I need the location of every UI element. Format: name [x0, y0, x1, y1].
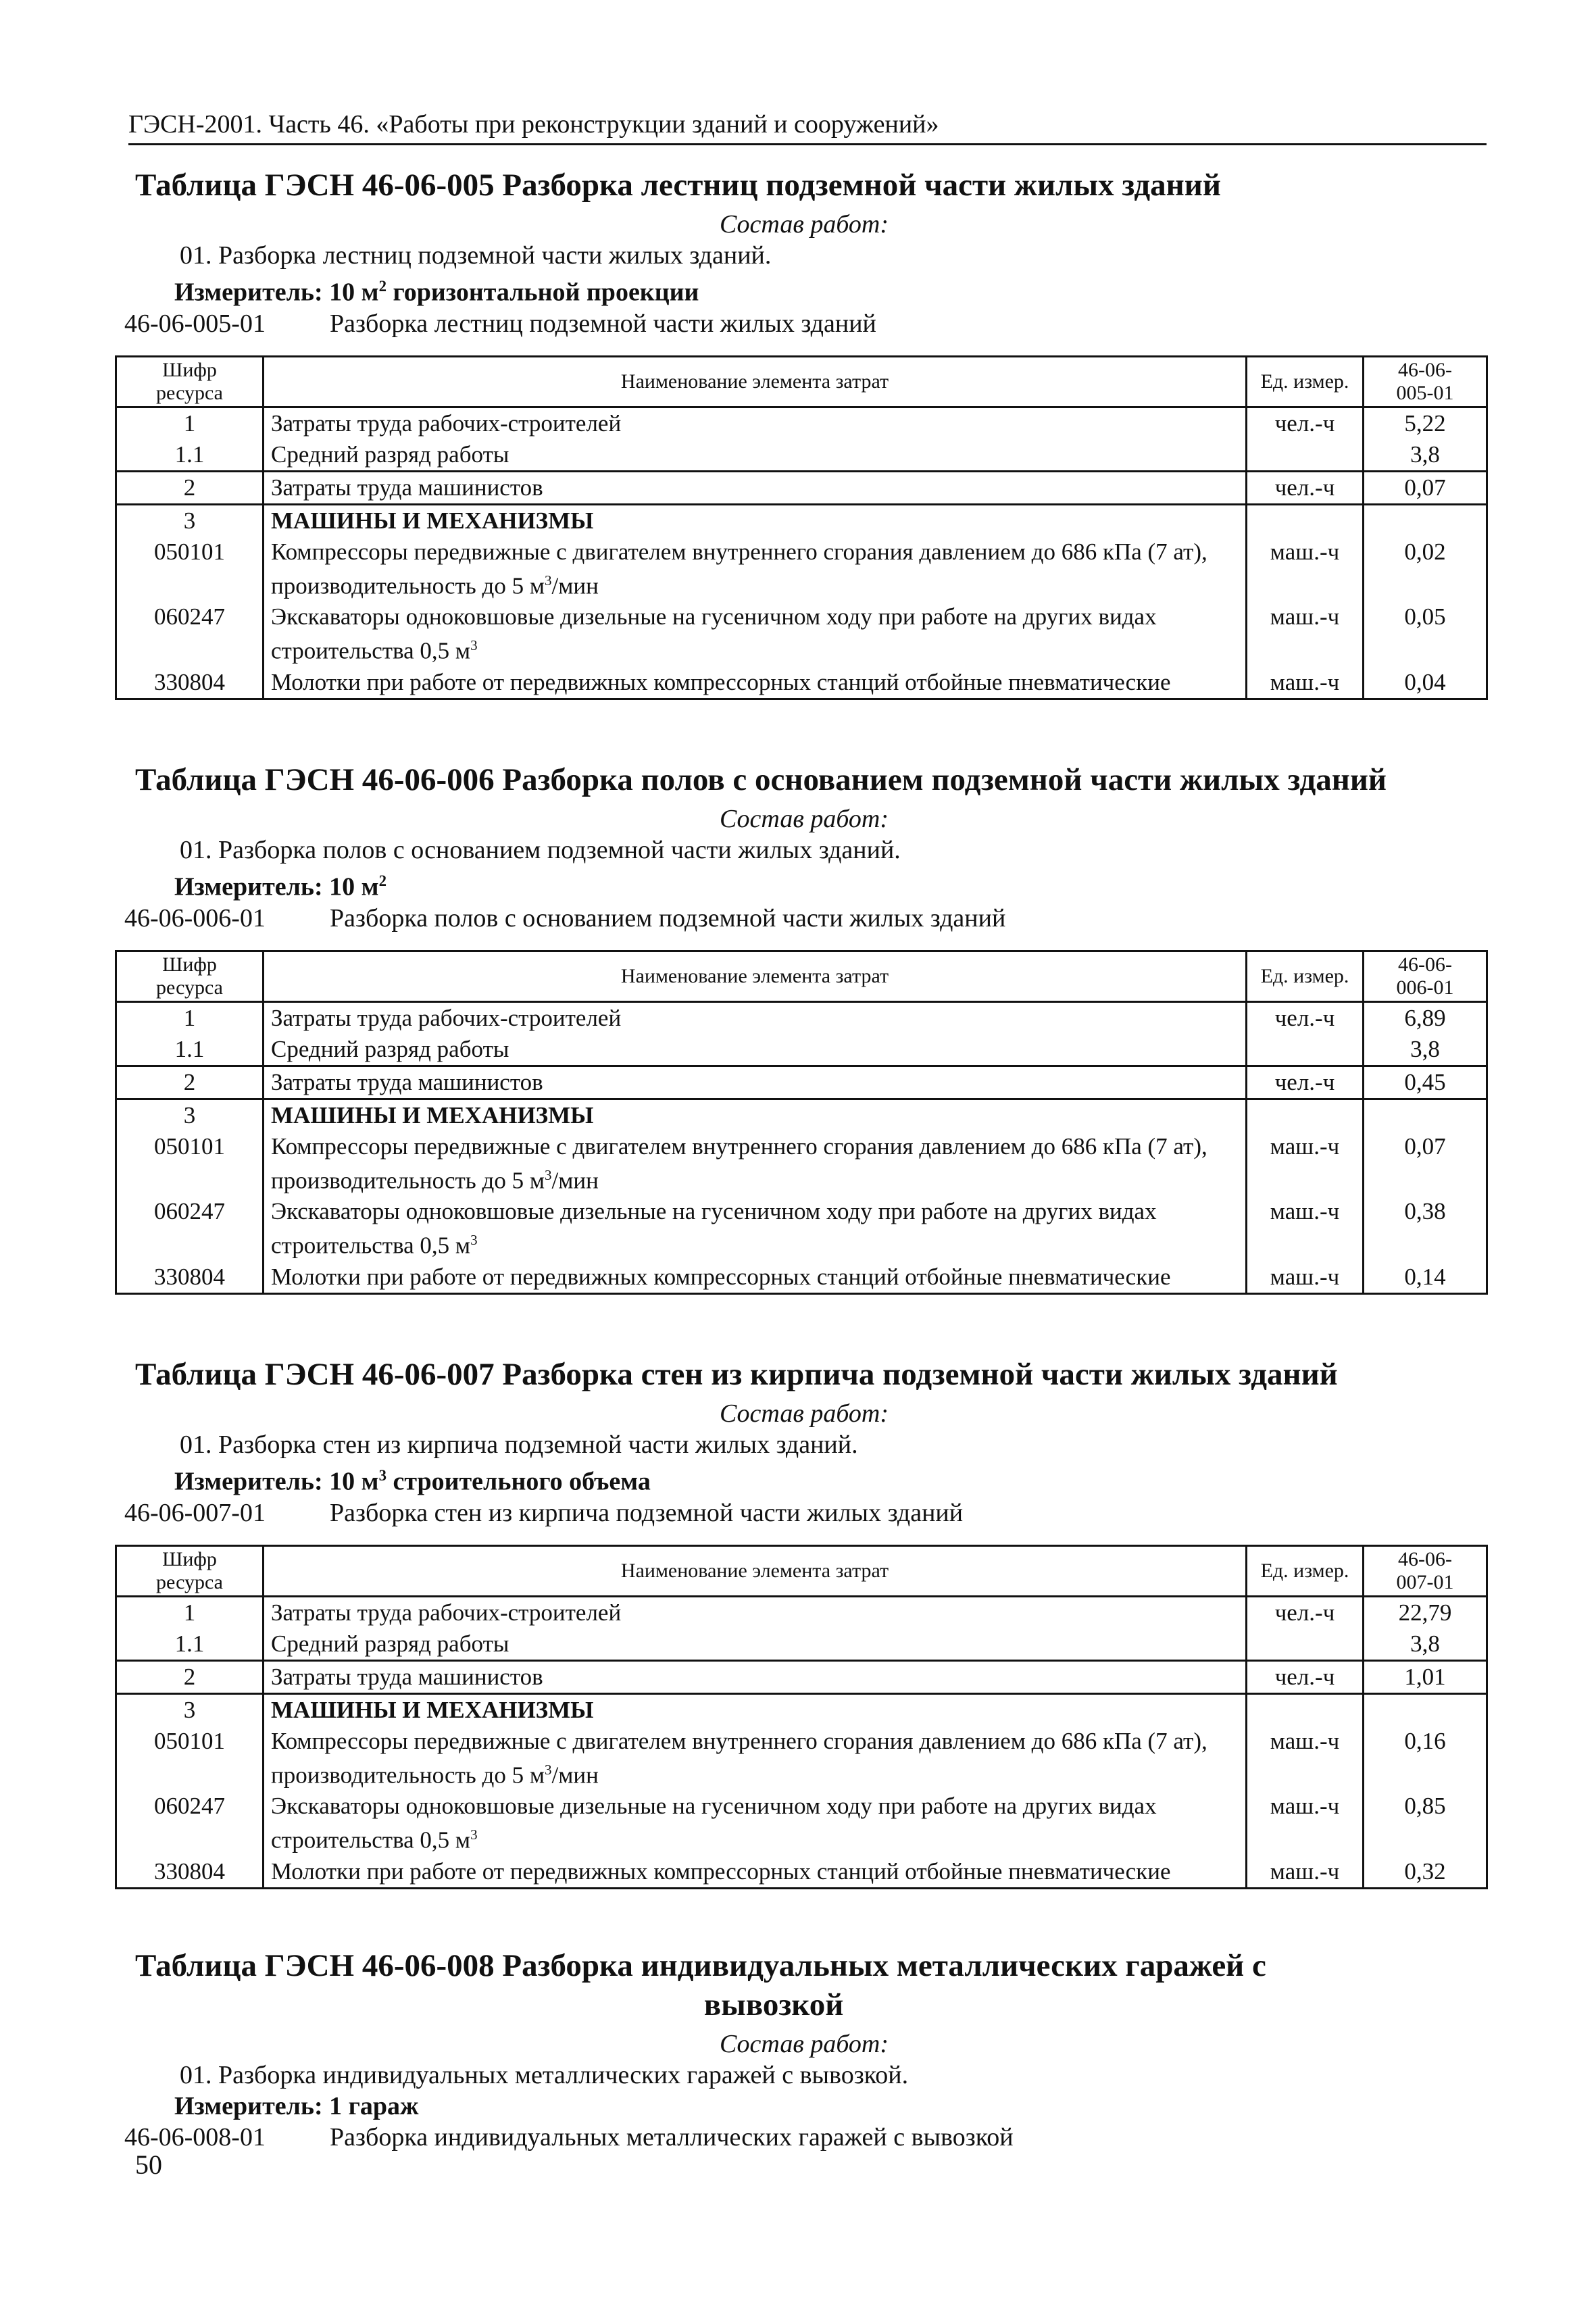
cell-value: [1364, 1099, 1487, 1131]
cell-code: 060247: [116, 1791, 264, 1856]
column-header-code: Шифр ресурса: [116, 356, 264, 407]
cell-unit: маш.-ч: [1247, 537, 1364, 602]
cell-unit: маш.-ч: [1247, 1856, 1364, 1889]
cell-unit: [1247, 439, 1364, 472]
table-row: [116, 1066, 1487, 1099]
column-header-unit: Ед. измер.: [1247, 356, 1364, 407]
cell-name: Компрессоры передвижные с двигателем внутреннего сгорания давлением до 686 кПа (7 ат), производительность до 5 $м^3$/мин: [264, 1131, 1247, 1197]
cell-unit: чел.-ч: [1247, 407, 1364, 439]
meter-line: Измеритель: 10 $м^3$ строительного объема: [174, 1467, 651, 1496]
page-number: 50: [135, 2149, 162, 2180]
cell-value: 0,38: [1404, 1198, 1446, 1225]
cell-value: 0,14: [1404, 1263, 1446, 1290]
cell-unit: чел.-ч: [1247, 1660, 1364, 1693]
cell-value: 3,8: [1410, 441, 1440, 468]
cell-value: [1364, 504, 1487, 537]
cell-code: 2: [116, 1660, 264, 1693]
cell-code: 3: [116, 1693, 264, 1726]
section-title: Таблица ГЭСН 46-06-006 Разборка полов с основанием подземной части жилых зданий: [135, 762, 1387, 797]
table-row: [116, 504, 1487, 537]
work-item: 01. Разборка полов с основанием подземной части жилых зданий.: [180, 836, 901, 864]
cell-name: Средний разряд работы: [264, 1034, 1247, 1066]
table-row: [116, 537, 1487, 602]
cell-unit: [1247, 1628, 1364, 1661]
resource-table: [115, 950, 1488, 1295]
table-row: [116, 1034, 1487, 1066]
column-header-unit: Ед. измер.: [1247, 1545, 1364, 1596]
cell-name: Средний разряд работы: [264, 1628, 1247, 1661]
table-header-row: [116, 1545, 1487, 1596]
table-row: [116, 1791, 1487, 1856]
cell-code: 1.1: [116, 1628, 264, 1661]
meter-line: Измеритель: 10 $м^2$ горизонтальной проекции: [174, 278, 699, 307]
norm-row: [115, 308, 1493, 339]
cell-unit: чел.-ч: [1247, 1001, 1364, 1034]
norm-row: [115, 2122, 1493, 2153]
cell-unit: маш.-ч: [1247, 1726, 1364, 1791]
cell-name: Экскаваторы одноковшовые дизельные на гусеничном ходу при работе на других видах строительства 0,5 $м^3$: [264, 1196, 1247, 1262]
cell-unit: чел.-ч: [1247, 471, 1364, 504]
norm-name: Разборка индивидуальных металлических гаражей с вывозкой: [330, 2123, 1014, 2151]
work-composition-label: Состав работ:: [719, 805, 889, 833]
cell-unit: маш.-ч: [1247, 1791, 1364, 1856]
table-header-row: [116, 951, 1487, 1001]
cell-unit: маш.-ч: [1247, 1196, 1364, 1262]
cell-name: МАШИНЫ И МЕХАНИЗМЫ: [264, 504, 1247, 537]
cell-value: 0,02: [1404, 538, 1446, 565]
cell-code: 060247: [116, 601, 264, 667]
table-row: [116, 601, 1487, 667]
table-row: [116, 407, 1487, 439]
column-header-unit: Ед. измер.: [1247, 951, 1364, 1001]
section-title: Таблица ГЭСН 46-06-007 Разборка стен из кирпича подземной части жилых зданий: [135, 1357, 1338, 1392]
column-header-norm: 46-06- 006-01: [1364, 951, 1487, 1001]
cell-unit: маш.-ч: [1247, 1131, 1364, 1197]
norm-name: Разборка полов с основанием подземной части жилых зданий: [330, 903, 1006, 932]
table-row: [116, 1262, 1487, 1294]
cell-value: 0,32: [1404, 1858, 1446, 1885]
cell-code: 060247: [116, 1196, 264, 1262]
section-title: Таблица ГЭСН 46-06-008 Разборка индивидуальных металлических гаражей с вывозкой: [135, 1948, 1266, 2022]
norm-code: 46-06-007-01: [124, 1498, 266, 1527]
cell-unit: маш.-ч: [1247, 667, 1364, 699]
cell-name: Компрессоры передвижные с двигателем внутреннего сгорания давлением до 686 кПа (7 ат), производительность до 5 $м^3$/мин: [264, 1726, 1247, 1791]
table-row: [116, 1726, 1487, 1791]
table-row: [116, 1131, 1487, 1197]
cell-unit: чел.-ч: [1247, 1066, 1364, 1099]
cell-name: Затраты труда рабочих-строителей: [264, 1596, 1247, 1628]
cell-value: 0,04: [1404, 668, 1446, 695]
norm-code: 46-06-006-01: [124, 903, 266, 932]
cell-name: Затраты труда рабочих-строителей: [264, 1001, 1247, 1034]
cell-name: Экскаваторы одноковшовые дизельные на гусеничном ходу при работе на других видах строительства 0,5 $м^3$: [264, 601, 1247, 667]
section-title: Таблица ГЭСН 46-06-005 Разборка лестниц подземной части жилых зданий: [135, 168, 1221, 203]
table-row: [116, 1628, 1487, 1661]
column-header-code: Шифр ресурса: [116, 1545, 264, 1596]
table-row: [116, 1001, 1487, 1034]
cell-code: 1: [116, 1596, 264, 1628]
norm-code: 46-06-005-01: [124, 309, 266, 338]
cell-name: Затраты труда рабочих-строителей: [264, 407, 1247, 439]
table-section-007: [115, 1355, 1493, 1889]
cell-code: 3: [116, 1099, 264, 1131]
column-header-name: Наименование элемента затрат: [264, 951, 1247, 1001]
cell-name: Молотки при работе от передвижных компрессорных станций отбойные пневматические: [264, 1262, 1247, 1294]
norm-row: [115, 903, 1493, 934]
norm-code: 46-06-008-01: [124, 2123, 266, 2151]
table-header-row: [116, 356, 1487, 407]
table-row: [116, 1693, 1487, 1726]
norm-row: [115, 1497, 1493, 1528]
meter-line: Измеритель: 10 $м^2$: [174, 872, 386, 901]
column-header-norm: 46-06- 007-01: [1364, 1545, 1487, 1596]
resource-table: [115, 1545, 1488, 1889]
cell-name: Экскаваторы одноковшовые дизельные на гусеничном ходу при работе на других видах строительства 0,5 $м^3$: [264, 1791, 1247, 1856]
cell-code: 1.1: [116, 1034, 264, 1066]
cell-name: Затраты труда машинистов: [264, 1660, 1247, 1693]
cell-code: 1: [116, 1001, 264, 1034]
cell-value: [1364, 1693, 1487, 1726]
cell-value: 22,79: [1398, 1599, 1452, 1626]
norm-name: Разборка стен из кирпича подземной части жилых зданий: [330, 1498, 964, 1527]
running-header: ГЭСН-2001. Часть 46. «Работы при реконструкции зданий и сооружений»: [128, 108, 1487, 145]
cell-code: 2: [116, 1066, 264, 1099]
cell-code: 1.1: [116, 439, 264, 472]
cell-value: 0,85: [1404, 1793, 1446, 1820]
work-item: 01. Разборка стен из кирпича подземной части жилых зданий.: [180, 1430, 858, 1459]
cell-unit: маш.-ч: [1247, 1262, 1364, 1294]
cell-code: 330804: [116, 667, 264, 699]
cell-name: МАШИНЫ И МЕХАНИЗМЫ: [264, 1693, 1247, 1726]
cell-unit: [1247, 504, 1364, 537]
cell-name: Средний разряд работы: [264, 439, 1247, 472]
table-row: [116, 1196, 1487, 1262]
cell-unit: [1247, 1693, 1364, 1726]
cell-name: Молотки при работе от передвижных компрессорных станций отбойные пневматические: [264, 667, 1247, 699]
column-header-name: Наименование элемента затрат: [264, 356, 1247, 407]
cell-code: 2: [116, 471, 264, 504]
column-header-name: Наименование элемента затрат: [264, 1545, 1247, 1596]
table-row: [116, 471, 1487, 504]
cell-unit: маш.-ч: [1247, 601, 1364, 667]
cell-code: 330804: [116, 1262, 264, 1294]
table-row: [116, 1099, 1487, 1131]
cell-unit: [1247, 1099, 1364, 1131]
table-section-006: [115, 760, 1493, 1295]
cell-value: 0,05: [1404, 603, 1446, 630]
cell-name: Компрессоры передвижные с двигателем внутреннего сгорания давлением до 686 кПа (7 ат), производительность до 5 $м^3$/мин: [264, 537, 1247, 602]
cell-value: 3,8: [1410, 1630, 1440, 1657]
norm-name: Разборка лестниц подземной части жилых зданий: [330, 309, 876, 338]
meter-line: Измеритель: 1 гараж: [174, 2092, 419, 2120]
work-composition-label: Состав работ:: [719, 2030, 889, 2058]
cell-value: 0,16: [1404, 1727, 1446, 1754]
cell-name: Затраты труда машинистов: [264, 471, 1247, 504]
table-row: [116, 439, 1487, 472]
table-row: [116, 1660, 1487, 1693]
cell-unit: [1247, 1034, 1364, 1066]
table-row: [116, 1856, 1487, 1889]
cell-value: 0,45: [1364, 1066, 1487, 1099]
cell-value: 3,8: [1410, 1035, 1440, 1062]
column-header-norm: 46-06- 005-01: [1364, 356, 1487, 407]
cell-code: 050101: [116, 537, 264, 602]
table-row: [116, 1596, 1487, 1628]
cell-unit: чел.-ч: [1247, 1596, 1364, 1628]
cell-code: 3: [116, 504, 264, 537]
work-composition-label: Состав работ:: [719, 210, 889, 239]
resource-table: [115, 355, 1488, 700]
cell-name: Молотки при работе от передвижных компрессорных станций отбойные пневматические: [264, 1856, 1247, 1889]
cell-name: МАШИНЫ И МЕХАНИЗМЫ: [264, 1099, 1247, 1131]
work-item: 01. Разборка индивидуальных металлических гаражей с вывозкой.: [180, 2061, 909, 2089]
column-header-code: Шифр ресурса: [116, 951, 264, 1001]
cell-code: 050101: [116, 1131, 264, 1197]
cell-value: 6,89: [1404, 1004, 1446, 1031]
table-section-005: [115, 166, 1493, 700]
cell-value: 0,07: [1404, 1132, 1446, 1160]
work-composition-label: Состав работ:: [719, 1399, 889, 1428]
cell-code: 050101: [116, 1726, 264, 1791]
table-row: [116, 667, 1487, 699]
cell-value: 1,01: [1364, 1660, 1487, 1693]
cell-name: Затраты труда машинистов: [264, 1066, 1247, 1099]
cell-value: 5,22: [1404, 409, 1446, 437]
cell-value: 0,07: [1364, 471, 1487, 504]
cell-code: 330804: [116, 1856, 264, 1889]
work-item: 01. Разборка лестниц подземной части жилых зданий.: [180, 241, 772, 270]
cell-code: 1: [116, 407, 264, 439]
table-section-008: [115, 1946, 1493, 2153]
